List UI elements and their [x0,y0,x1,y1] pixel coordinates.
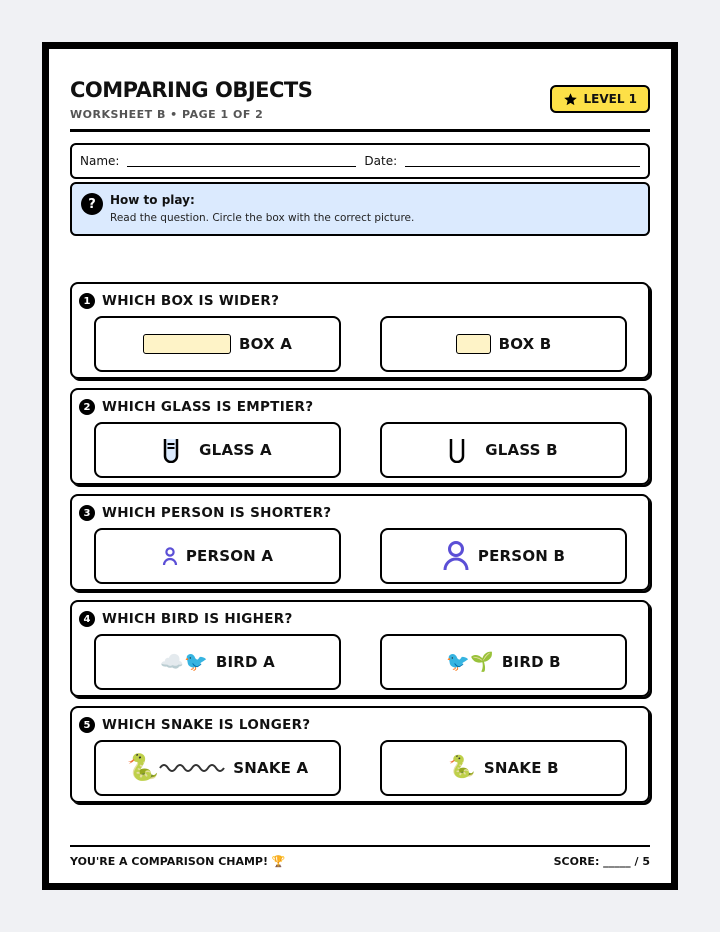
question-number: 4 [79,611,95,627]
choice-label: SNAKE B [483,759,559,777]
tall-person-icon [442,540,470,572]
choice-label: PERSON A [185,547,274,565]
header [70,73,650,129]
question-number: 3 [79,505,95,521]
choice-label: BIRD A [215,653,275,671]
question-card [70,600,650,697]
narrow-box-icon [456,334,491,354]
page-title: COMPARING OBJECTS [70,78,313,102]
worksheet-page [42,42,678,890]
level-badge [550,85,650,113]
empty-glass-icon [449,437,465,463]
name-label: Name: [80,154,120,168]
question-icon: ? [81,193,103,215]
question-number: 2 [79,399,95,415]
short-snake-icon: 🐍 [448,755,476,780]
choice-box-a[interactable] [94,316,341,372]
choice-label: SNAKE A [233,759,309,777]
choice-label: GLASS B [485,441,558,459]
choice-label: BOX B [498,335,552,353]
choice-person-a[interactable] [94,528,341,584]
choice-box-b[interactable] [380,316,627,372]
instructions-heading: How to play: [110,193,195,207]
level-label: LEVEL 1 [583,92,637,106]
choice-person-b[interactable] [380,528,627,584]
question-text: WHICH SNAKE IS LONGER? [102,717,311,733]
instructions-body: Read the question. Circle the box with the correct picture. [110,212,415,224]
header-divider [70,129,650,132]
question-text: WHICH BIRD IS HIGHER? [102,611,293,627]
question-number: 5 [79,717,95,733]
choice-glass-a[interactable] [94,422,341,478]
choice-label: BIRD B [501,653,561,671]
instructions-box [70,182,650,236]
short-person-icon [162,546,178,566]
full-glass-icon [163,437,179,463]
bird-plant-icon: 🐦🌱 [446,650,494,673]
footer-divider [70,845,650,847]
choice-bird-a[interactable] [94,634,341,690]
date-label: Date: [364,154,398,168]
choice-glass-b[interactable] [380,422,627,478]
question-card [70,388,650,485]
choice-label: BOX A [238,335,293,353]
wide-box-icon [143,334,231,354]
date-field[interactable] [405,166,640,167]
choice-bird-b[interactable] [380,634,627,690]
footer-message: YOU'RE A COMPARISON CHAMP! 🏆 [70,855,286,868]
choice-snake-a[interactable] [94,740,341,796]
question-text: WHICH GLASS IS EMPTIER? [102,399,314,415]
choice-snake-b[interactable] [380,740,627,796]
score-field: SCORE: _____ / 5 [553,855,650,868]
cloud-bird-icon: ☁️🐦 [160,650,208,673]
question-number: 1 [79,293,95,309]
page-subtitle: WORKSHEET B • PAGE 1 OF 2 [70,108,264,121]
choice-label: PERSON B [477,547,566,565]
question-card [70,706,650,803]
long-snake-icon: 🐍 [127,755,226,781]
question-card [70,282,650,379]
question-card [70,494,650,591]
choice-label: GLASS A [199,441,272,459]
star-icon [563,92,578,107]
question-text: WHICH PERSON IS SHORTER? [102,505,332,521]
name-field[interactable] [127,166,356,167]
name-date-row [70,143,650,179]
question-text: WHICH BOX IS WIDER? [102,293,280,309]
